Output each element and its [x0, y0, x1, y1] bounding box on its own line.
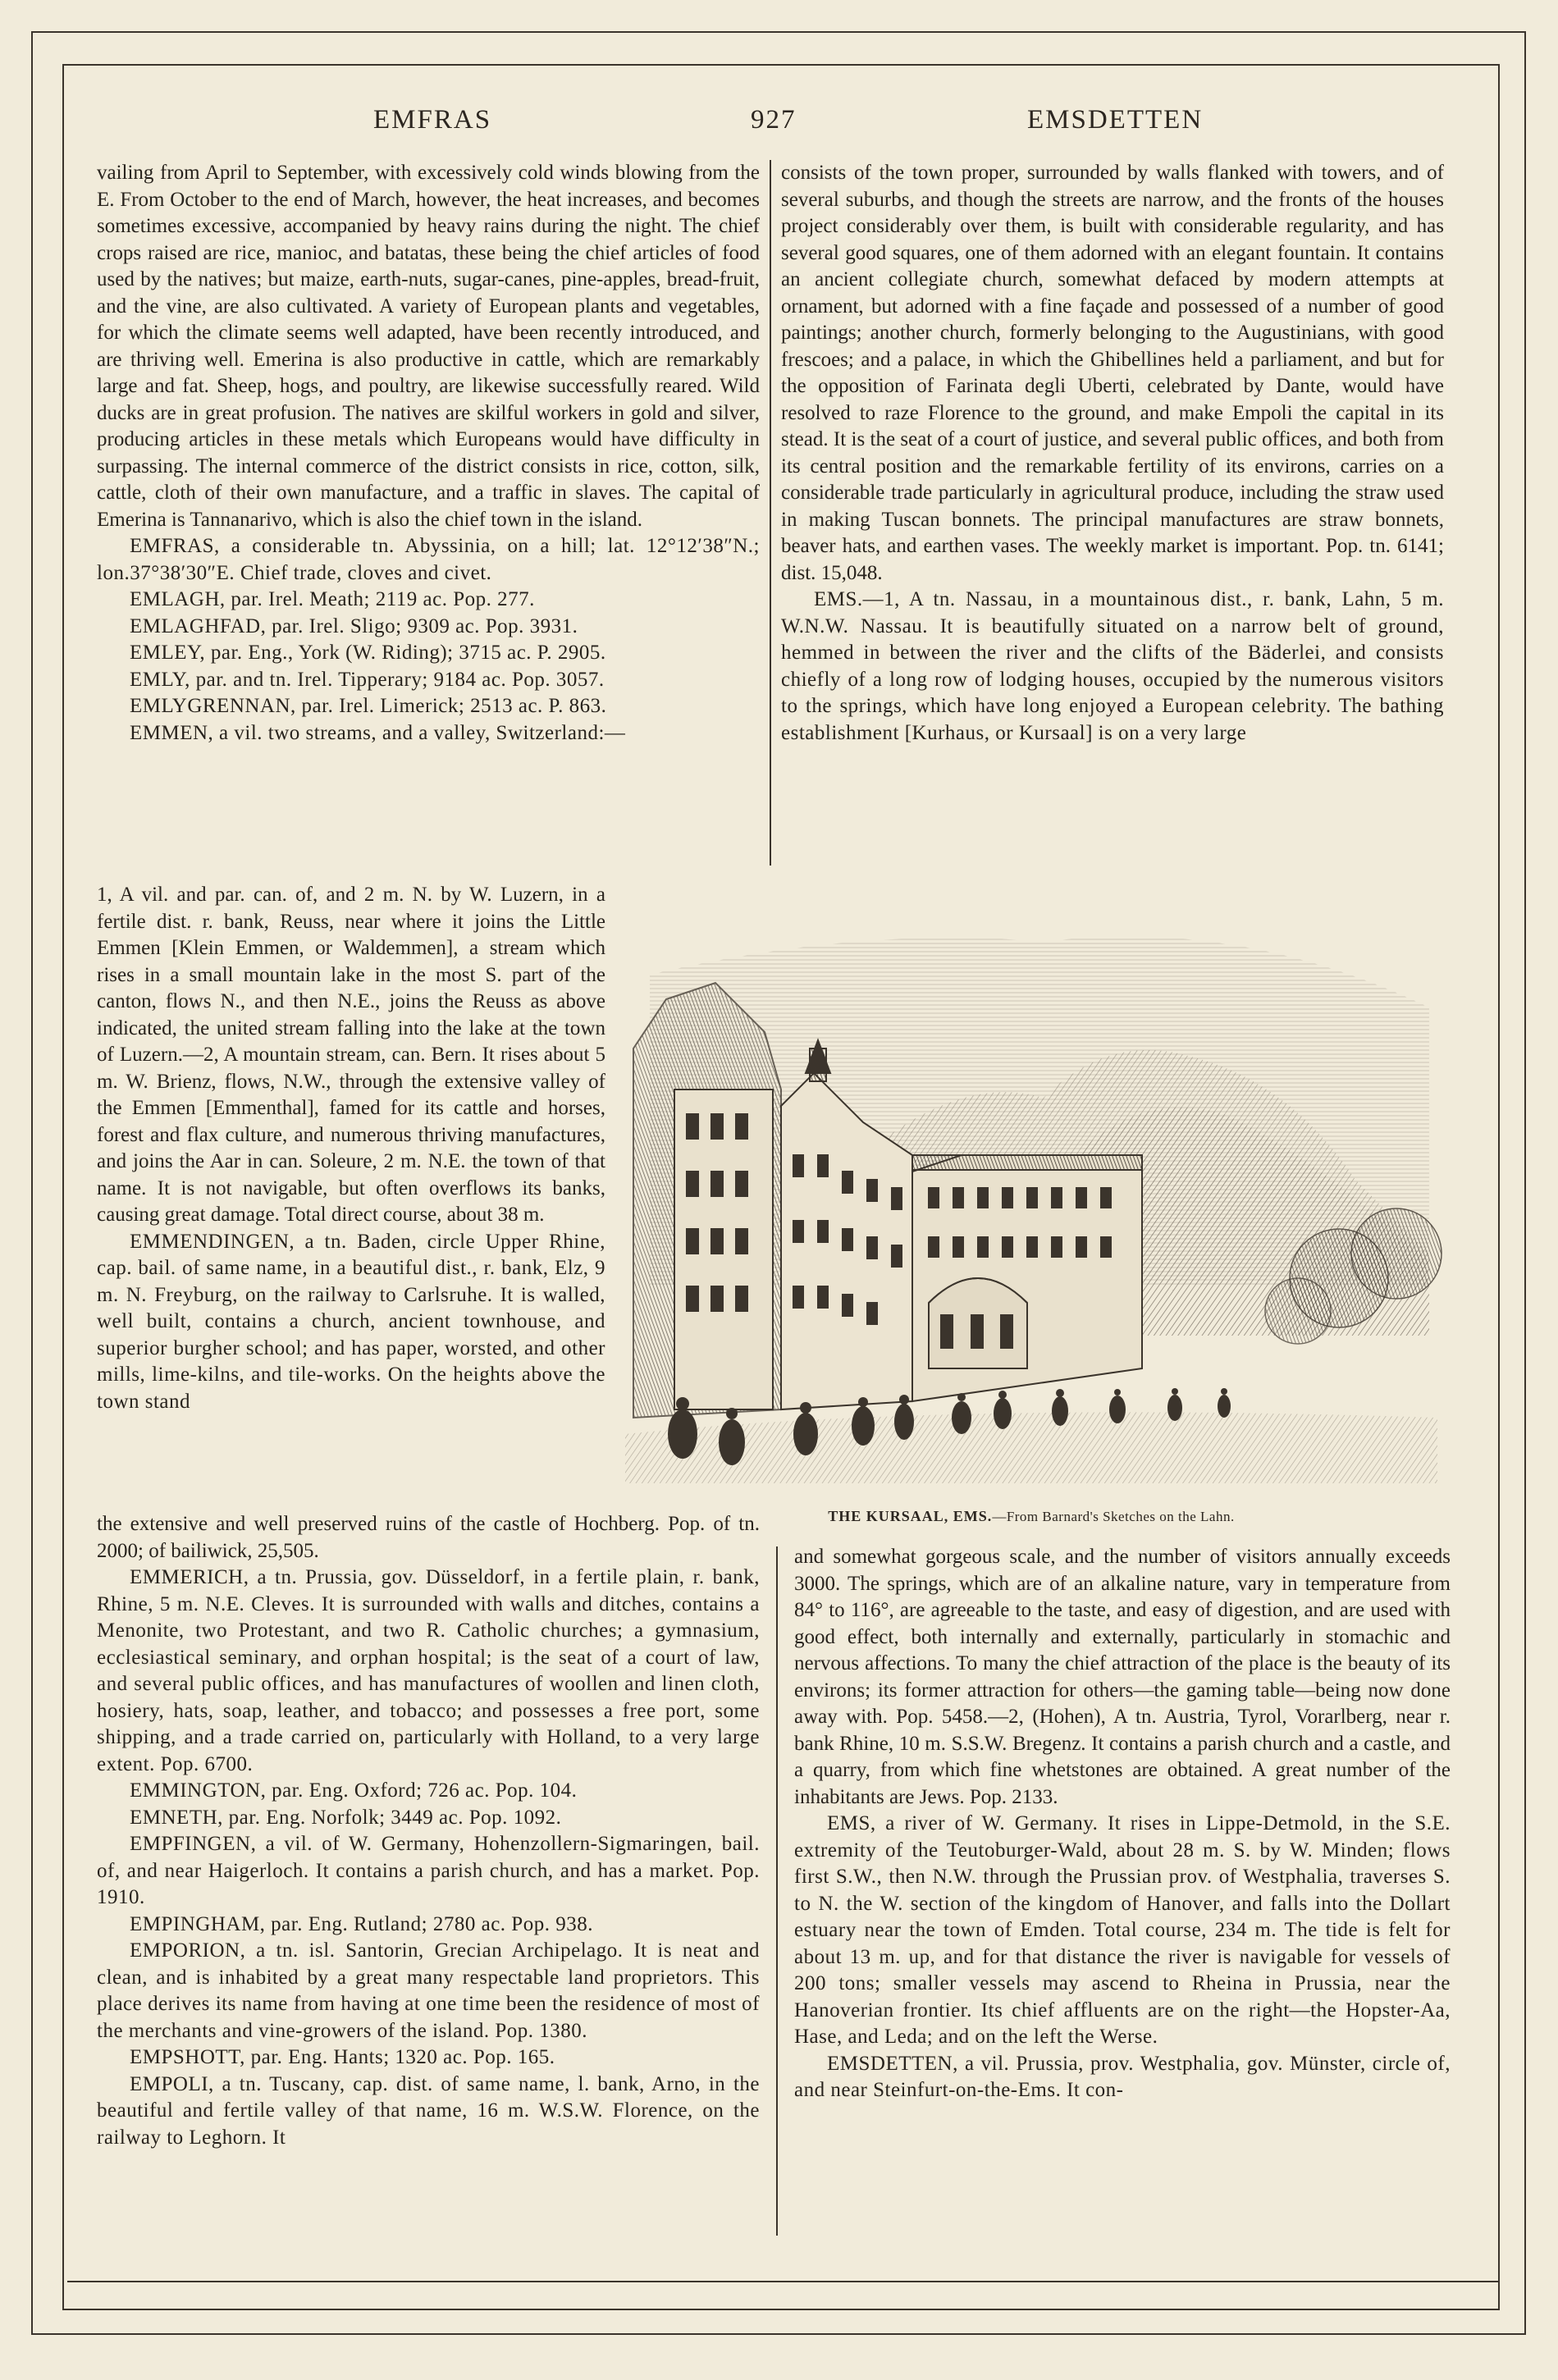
entry-emlagh: EMLAGH, par. Irel. Meath; 2119 ac. Pop. 277. — [130, 588, 535, 610]
entry-emlaghfad: EMLAGHFAD, par. Irel. Sligo; 9309 ac. Pop. 3931. — [130, 614, 578, 637]
entry-empfingen: EMPFINGEN, a vil. of W. Germany, Hohenzollern-Sigmaringen, bail. of, and near Haigerloch. It contains a parish church, and has a market. Pop. 1910. — [97, 1833, 760, 1908]
entry-ems-town: EMS.—1, A tn. Nassau, in a mountainous dist., r. bank, Lahn, 5 m. W.N.W. Nassau. It is beautifully situated on a narrow belt of ground, hemmed in between the river and the clifts of the Bäderlei, and consists chiefly of a long row of lodging houses, occupied by the numerous visitors to the springs, which have long enjoyed a European celebrity. The bathing establishment [Kurhaus, or Kursaal] is on a very large — [781, 588, 1444, 744]
left-building — [633, 983, 781, 1418]
left-column-top — [97, 160, 760, 907]
entry-emfras: EMFRAS, a considerable tn. Abyssinia, on a hill; lat. 12°12′38″N.; lon.37°38′30″E. Chief trade, cloves and civet. — [97, 535, 760, 584]
entry-empoli-continued: consists of the town proper, surrounded by walls flanked with towers, and of several suburbs, and though the streets are narrow, and the fronts of the houses project considerably over them, is built with considerable regularity, and has several good squares, one of them adorned with an elegant fountain. It contains an ancient collegiate church, somewhat defaced by modern attempts at ornament, but adorned with a fine façade and possessed of a number of good paintings; another church, formerly belonging to the Augustinians, with good frescoes; and a palace, in which the Ghibellines held a parliament, and but for the opposition of Farinata degli Uberti, celebrated by Dante, would have resolved to raze Florence to the ground, and make Empoli the capital in its stead. It is the seat of a court of justice, and several public offices, and both from its central position and the remarkable fertility of its environs, carries on a considerable trade particularly in agricultural produce, including the straw used in making Tuscan bonnets. The principal manufactures are straw bonnets, beaver hats, and earthen vases. The weekly market is important. Pop. tn. 6141; dist. 15,048. — [781, 162, 1444, 584]
running-header — [0, 105, 1558, 146]
header-right-word: EMSDETTEN — [1027, 105, 1204, 135]
kursaal-ems-engraving — [617, 909, 1446, 1500]
header-left-word: EMFRAS — [373, 105, 492, 135]
entry-emmendingen-continued: the extensive and well preserved ruins of the castle of Hochberg. Pop. of tn. 2000; of bailiwick, 25,505. — [97, 1513, 760, 1562]
entry-emneth: EMNETH, par. Eng. Norfolk; 3449 ac. Pop. 1092. — [130, 1806, 562, 1829]
right-column-top — [781, 160, 1444, 874]
bottom-rule — [67, 2281, 1498, 2282]
entry-ems-river: EMS, a river of W. Germany. It rises in Lippe-Detmold, in the S.E. extremity of the Teutoburger-Wald, about 28 m. S. by W. Minden; flows first S.W., then N.W. through the Prussian prov. of Westphalia, traverses S. to N. the W. section of the kingdom of Hanover, and falls into the Dollart estuary near the town of Emden. Total course, 234 m. The tide is felt for about 13 m. up, and for that distance the river is navigable for vessels of 200 tons; smaller vessels may ascend to Rheina in Prussia, near the Hanoverian frontier. Its chief affluents are on the right—the Hopster-Aa, Hase, and Leda; and on the left the Werse. — [794, 1812, 1451, 2048]
entry-empoli: EMPOLI, a tn. Tuscany, cap. dist. of same name, l. bank, Arno, in the beautiful and fertile valley of that name, 16 m. W.S.W. Florence, on the railway to Leghorn. It — [97, 2072, 760, 2149]
right-column-bottom — [794, 1544, 1451, 2241]
entry-emmington: EMMINGTON, par. Eng. Oxford; 726 ac. Pop. 104. — [130, 1779, 578, 1802]
caption-title: THE KURSAAL, EMS. — [828, 1508, 993, 1524]
entry-emmerich: EMMERICH, a tn. Prussia, gov. Düsseldorf, in a fertile plain, r. bank, Rhine, 5 m. N.E. Cleves. It is surrounded with walls and ditches, contains a Menonite, two Protestant, and two R. Catholic churches; a gymnasium, ecclesiastical seminary, and orphan hospital; is the seat of a court of law, and several public offices, and has manufactures of woollen and linen cloth, hosiery, hats, soap, leather, and tobacco; and possesses a free port, some shipping, and a trade carried on, particularly with Holland, to a very large extent. Pop. 6700. — [97, 1566, 760, 1775]
entry-emmen-continued: 1, A vil. and par. can. of, and 2 m. N. by W. Luzern, in a fertile dist. r. bank, Reuss, near where it joins the Little Emmen [Klein Emmen, or Waldemmen], a stream which rises in a small mountain lake in the most S. part of the canton, flows N., and then N.E., joins the Reuss as above indicated, the united stream falling into the lake at the town of Luzern.—2, A mountain stream, can. Bern. It rises about 5 m. W. Brienz, flows, N.W., through the extensive valley of the Emmen [Emmenthal], famed for its cattle and horses, forest and flax culture, and numerous thriving manufactures, and joins the Aar in can. Soleure, 2 m. N.E. the town of that name. It is not navigable, but often overflows its banks, causing great damage. Total direct course, about 38 m. — [97, 884, 605, 1226]
paragraph-emerina-continued: vailing from April to September, with excessively cold winds blowing from the E. From October to the end of March, however, the heat increases, and becomes sometimes excessive, accompanied by heavy rains during the night. The chief crops raised are rice, manioc, and batatas, these being the chief articles of food used by the natives; but maize, earth-nuts, sugar-canes, pine-apples, bread-fruit, and the vine, are also cultivated. A variety of European plants and vegetables, for which the climate seems well adapted, have been recently introduced, and are thriving well. Emerina is also productive in cattle, which are remarkably large and fat. Sheep, hogs, and poultry, are likewise successfully reared. Wild ducks are in great profusion. The natives are skilful workers in gold and silver, producing articles in these metals which Europeans would have difficulty in surpassing. The internal commerce of the district consists in rice, cotton, silk, cattle, cloth of their own manufacture, and a traffic in slaves. The capital of Emerina is Tannanarivo, which is also the chief town in the island. — [97, 162, 760, 531]
entry-emmen: EMMEN, a vil. two streams, and a valley, Switzerland:— — [130, 721, 626, 744]
kursaal-building — [912, 1155, 1142, 1401]
entry-emsdetten: EMSDETTEN, a vil. Prussia, prov. Westphalia, gov. Münster, circle of, and near Steinfurt-on-the-Ems. It con- — [794, 2052, 1451, 2101]
ground-shading — [625, 1412, 1437, 1483]
left-column-narrow — [97, 882, 605, 1519]
column-rule-lower — [776, 1546, 778, 2236]
entry-emley: EMLEY, par. Eng., York (W. Riding); 3715 ac. P. 2905. — [130, 642, 606, 664]
entry-empshott: EMPSHOTT, par. Eng. Hants; 1320 ac. Pop. 165. — [130, 2046, 555, 2068]
caption-source: —From Barnard's Sketches on the Lahn. — [992, 1509, 1235, 1524]
entry-emlygrennan: EMLYGRENNAN, par. Irel. Limerick; 2513 ac. P. 863. — [130, 695, 607, 717]
column-rule-upper — [770, 160, 771, 866]
entry-emly: EMLY, par. and tn. Irel. Tipperary; 9184 ac. Pop. 3057. — [130, 668, 605, 691]
entry-emporion: EMPORION, a tn. isl. Santorin, Grecian Archipelago. It is neat and clean, and is inhabited by a great many respectable land proprietors. This place derives its name from having at one time been the residence of most of the merchants and vine-growers of the island. Pop. 1380. — [97, 1939, 760, 2042]
entry-emmendingen: EMMENDINGEN, a tn. Baden, circle Upper Rhine, cap. bail. of same name, in a beautiful dist., r. bank, Elz, 9 m. N. Freyburg, on the railway to Carlsruhe. It is walled, well built, contains a church, ancient townhouse, and superior burgher school; and has paper, worsted, and other mills, lime-kilns, and tile-works. On the heights above the town stand — [97, 1230, 605, 1413]
entry-empingham: EMPINGHAM, par. Eng. Rutland; 2780 ac. Pop. 938. — [130, 1912, 593, 1935]
illustration-caption — [617, 1508, 1446, 1525]
entry-ems-continued: and somewhat gorgeous scale, and the number of visitors annually exceeds 3000. The springs, which are of an alkaline nature, vary in temperature from 84° to 116°, are agreeable to the taste, and easy of digestion, and are used with good effect, both internally and externally, particularly in stomachic and nervous affections. To many the chief attraction of the place is the beauty of its environs; its former attraction for others—the gaming table—being now done away with. Pop. 5458.—2, (Hohen), A tn. Austria, Tyrol, Vorarlberg, near r. bank Rhine, 10 m. S.S.W. Bregenz. It contains a parish church and a castle, and a quarry, from which fine whetstones are obtained. A great number of the inhabitants are Jews. Pop. 2133. — [794, 1546, 1451, 1808]
left-column-bottom — [97, 1511, 760, 2237]
page-number: 927 — [751, 105, 797, 135]
